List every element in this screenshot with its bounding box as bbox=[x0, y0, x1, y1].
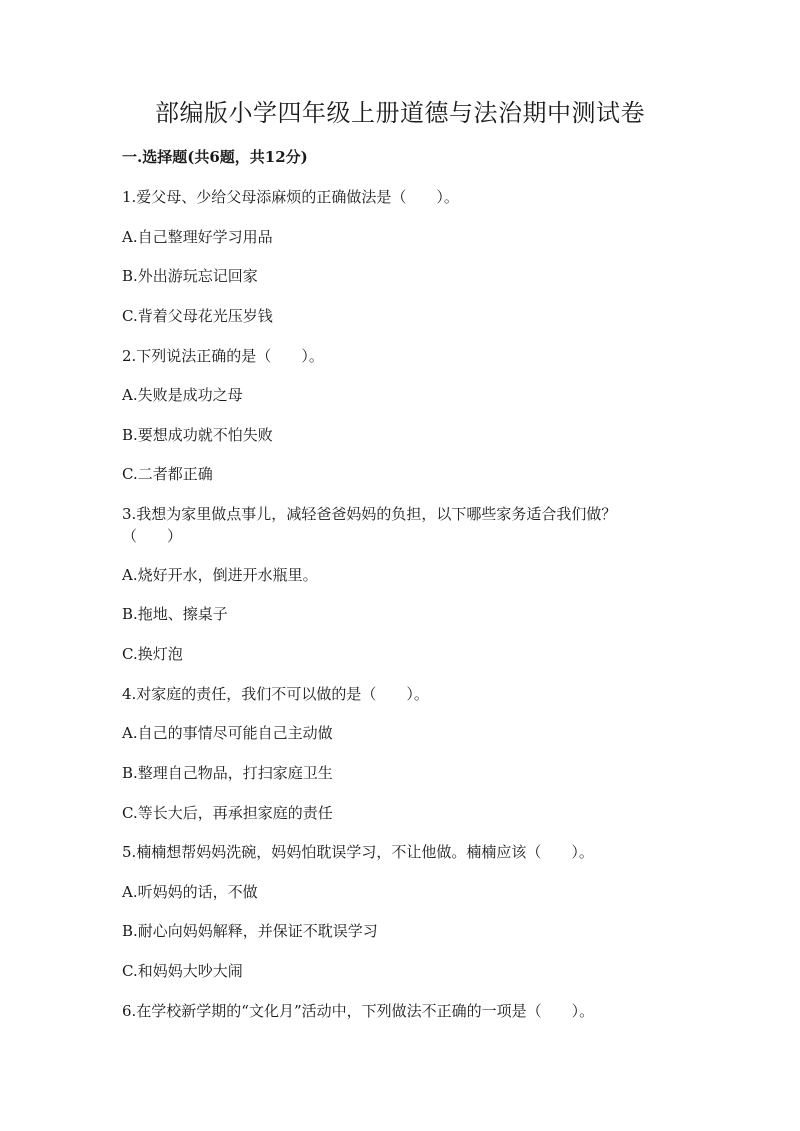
section-heading: 一.选择题(共6题，共12分) bbox=[122, 148, 308, 166]
option-a: A.自己整理好学习用品 bbox=[122, 228, 273, 246]
option-c: C.和妈妈大吵大闹 bbox=[122, 962, 243, 980]
option-b: B.拖地、擦桌子 bbox=[122, 605, 228, 623]
question-stem-continuation: （ ） bbox=[122, 527, 183, 545]
question-stem: 4.对家庭的责任，我们不可以做的是（ ）。 bbox=[122, 685, 429, 703]
question-stem: 6.在学校新学期的“文化月”活动中，下列做法不正确的一项是（ ）。 bbox=[122, 1002, 595, 1020]
option-a: A.烧好开水，倒进开水瓶里。 bbox=[122, 566, 318, 584]
option-c: C.二者都正确 bbox=[122, 465, 213, 483]
option-a: A.听妈妈的话，不做 bbox=[122, 883, 258, 901]
option-c: C.背着父母花光压岁钱 bbox=[122, 307, 273, 325]
option-b: B.耐心向妈妈解释，并保证不耽误学习 bbox=[122, 922, 378, 940]
question-stem: 1.爱父母、少给父母添麻烦的正确做法是（ ）。 bbox=[122, 188, 459, 206]
option-c: C.等长大后，再承担家庭的责任 bbox=[122, 804, 333, 822]
option-c: C.换灯泡 bbox=[122, 645, 183, 663]
option-b: B.要想成功就不怕失败 bbox=[122, 426, 273, 444]
question-stem: 2.下列说法正确的是（ ）。 bbox=[122, 347, 324, 365]
option-a: A.自己的事情尽可能自己主动做 bbox=[122, 724, 333, 742]
option-b: B.整理自己物品，打扫家庭卫生 bbox=[122, 764, 333, 782]
option-a: A.失败是成功之母 bbox=[122, 386, 243, 404]
page-title: 部编版小学四年级上册道德与法治期中测试卷 bbox=[155, 99, 645, 127]
option-b: B.外出游玩忘记回家 bbox=[122, 267, 258, 285]
question-stem: 3.我想为家里做点事儿，减轻爸爸妈妈的负担，以下哪些家务适合我们做？ bbox=[122, 505, 617, 523]
question-stem: 5.楠楠想帮妈妈洗碗，妈妈怕耽误学习，不让他做。楠楠应该（ ）。 bbox=[122, 843, 594, 861]
